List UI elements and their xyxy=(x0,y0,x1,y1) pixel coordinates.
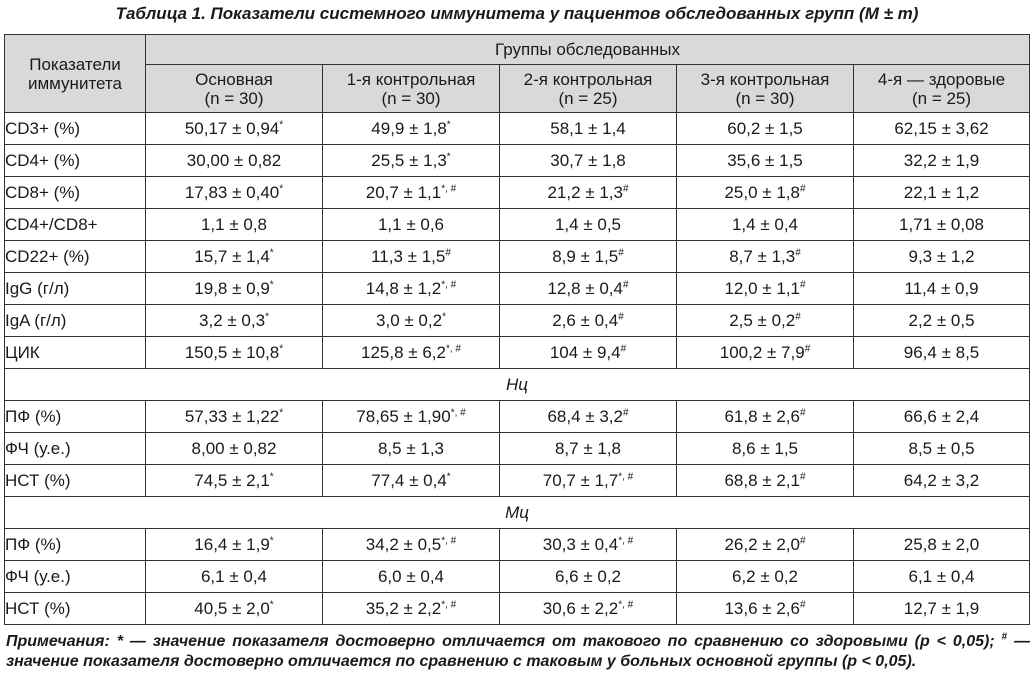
section-title: Нц xyxy=(5,369,1030,401)
value-cell xyxy=(323,401,500,433)
value-cell xyxy=(500,433,677,465)
cell-value: 6,6 ± 0,2 xyxy=(554,567,622,586)
cell-value: 21,2 ± 1,3 xyxy=(547,183,623,202)
value-cell xyxy=(677,529,854,561)
table-row xyxy=(5,305,1030,337)
significance-mark: # xyxy=(618,247,624,259)
table-row xyxy=(5,273,1030,305)
value-cell xyxy=(677,433,854,465)
group-name: 4-я — здоровые xyxy=(877,69,1006,89)
significance-mark: *, # xyxy=(450,407,466,419)
significance-mark: # xyxy=(622,279,629,291)
value-cell xyxy=(323,145,500,177)
group-size: (n = 25) xyxy=(911,88,972,108)
section-title: Мц xyxy=(5,497,1030,529)
value-cell xyxy=(500,593,677,625)
significance-mark: *, # xyxy=(618,599,634,611)
cell-value: 1,71 ± 0,08 xyxy=(899,215,984,234)
group-header xyxy=(146,65,323,113)
cell-value: 2,5 ± 0,2 xyxy=(729,311,796,330)
significance-mark: # xyxy=(795,247,801,259)
value-cell xyxy=(500,305,677,337)
value-cell xyxy=(323,113,500,145)
group-size: (n = 30) xyxy=(735,88,795,108)
value-cell xyxy=(677,177,854,209)
significance-mark: * xyxy=(269,535,274,547)
value-cell xyxy=(146,209,323,241)
significance-mark: # xyxy=(799,535,806,547)
value-cell xyxy=(323,593,500,625)
significance-mark: * xyxy=(446,151,451,163)
value-cell xyxy=(146,177,323,209)
value-cell xyxy=(500,177,677,209)
cell-value: 12,0 ± 1,1 xyxy=(724,279,800,298)
value-cell xyxy=(500,145,677,177)
value-cell xyxy=(677,561,854,593)
cell-value: 25,0 ± 1,8 xyxy=(724,183,800,202)
cell-value: 30,6 ± 2,2 xyxy=(542,599,619,618)
significance-mark: # xyxy=(799,407,806,419)
cell-value: 40,5 ± 2,0 xyxy=(194,599,270,618)
value-cell xyxy=(146,529,323,561)
table-row xyxy=(5,209,1030,241)
cell-value: 8,5 ± 0,5 xyxy=(908,439,975,458)
value-cell xyxy=(677,273,854,305)
cell-value: 68,8 ± 2,1 xyxy=(724,471,800,490)
table-header xyxy=(5,35,1030,113)
cell-value: 8,7 ± 1,8 xyxy=(554,439,622,458)
significance-mark: * xyxy=(279,343,284,355)
cell-value: 74,5 ± 2,1 xyxy=(194,471,270,490)
table-row xyxy=(5,593,1030,625)
table-row xyxy=(5,145,1030,177)
significance-mark: * xyxy=(446,119,451,131)
notes-hash-mark: # xyxy=(1001,631,1008,643)
group-name: 3-я контрольная xyxy=(700,69,830,89)
significance-mark: * xyxy=(269,599,274,611)
indicator-header xyxy=(5,35,146,113)
table-row xyxy=(5,433,1030,465)
cell-value: 49,9 ± 1,8 xyxy=(371,119,447,138)
row-label: CD8+ (%) xyxy=(5,177,146,209)
table-row xyxy=(5,561,1030,593)
cell-value: 64,2 ± 3,2 xyxy=(903,471,980,490)
cell-value: 150,5 ± 10,8 xyxy=(184,343,280,362)
row-label: CD22+ (%) xyxy=(5,241,146,273)
value-cell xyxy=(854,145,1030,177)
significance-mark: # xyxy=(445,247,451,259)
cell-value: 11,4 ± 0,9 xyxy=(904,279,979,298)
significance-mark: *, # xyxy=(618,535,634,547)
value-cell xyxy=(500,337,677,369)
row-label: ЦИК xyxy=(5,337,146,369)
value-cell xyxy=(854,433,1030,465)
section-row xyxy=(5,369,1030,401)
value-cell xyxy=(677,401,854,433)
significance-mark: * xyxy=(279,119,284,131)
significance-mark: * xyxy=(279,407,284,419)
value-cell xyxy=(677,305,854,337)
value-cell xyxy=(677,209,854,241)
group-size: (n = 25) xyxy=(558,88,618,108)
table-row xyxy=(5,401,1030,433)
cell-value: 61,8 ± 2,6 xyxy=(724,407,800,426)
cell-value: 30,3 ± 0,4 xyxy=(542,535,619,554)
significance-mark: # xyxy=(622,183,629,195)
group-size: (n = 30) xyxy=(381,88,441,108)
value-cell xyxy=(323,529,500,561)
value-cell xyxy=(146,561,323,593)
group-header xyxy=(677,65,854,113)
value-cell xyxy=(500,401,677,433)
cell-value: 14,8 ± 1,2 xyxy=(365,279,442,298)
value-cell xyxy=(323,209,500,241)
row-label: IgA (г/л) xyxy=(5,305,146,337)
groups-header: Группы обследованных xyxy=(146,35,1030,65)
value-cell xyxy=(854,561,1030,593)
cell-value: 15,7 ± 1,4 xyxy=(194,247,270,266)
value-cell xyxy=(323,433,500,465)
value-cell xyxy=(323,241,500,273)
group-size: (n = 30) xyxy=(204,88,264,108)
value-cell xyxy=(854,305,1030,337)
value-cell xyxy=(677,593,854,625)
significance-mark: * xyxy=(446,471,451,483)
table-row xyxy=(5,177,1030,209)
cell-value: 12,7 ± 1,9 xyxy=(903,599,980,618)
value-cell xyxy=(323,273,500,305)
table-notes xyxy=(6,632,1030,672)
value-cell xyxy=(854,113,1030,145)
cell-value: 30,00 ± 0,82 xyxy=(186,151,282,170)
significance-mark: * xyxy=(269,247,274,259)
cell-value: 50,17 ± 0,94 xyxy=(184,119,280,138)
cell-value: 8,6 ± 1,5 xyxy=(731,439,799,458)
cell-value: 2,2 ± 0,5 xyxy=(908,311,975,330)
cell-value: 20,7 ± 1,1 xyxy=(365,183,442,202)
cell-value: 100,2 ± 7,9 xyxy=(719,343,805,362)
cell-value: 16,4 ± 1,9 xyxy=(194,535,270,554)
value-cell xyxy=(854,465,1030,497)
value-cell xyxy=(677,145,854,177)
cell-value: 8,9 ± 1,5 xyxy=(552,247,619,266)
group-header xyxy=(323,65,500,113)
cell-value: 22,1 ± 1,2 xyxy=(903,183,980,202)
value-cell xyxy=(854,241,1030,273)
cell-value: 34,2 ± 0,5 xyxy=(365,535,442,554)
significance-mark: *, # xyxy=(441,535,457,547)
cell-value: 11,3 ± 1,5 xyxy=(371,247,446,266)
value-cell xyxy=(677,337,854,369)
table-row xyxy=(5,529,1030,561)
group-name: 2-я контрольная xyxy=(523,69,653,89)
value-cell xyxy=(500,209,677,241)
cell-value: 125,8 ± 6,2 xyxy=(361,343,446,362)
cell-value: 35,2 ± 2,2 xyxy=(365,599,442,618)
cell-value: 6,0 ± 0,4 xyxy=(377,567,445,586)
cell-value: 1,1 ± 0,6 xyxy=(377,215,445,234)
value-cell xyxy=(323,465,500,497)
value-cell xyxy=(146,145,323,177)
row-label: CD4+ (%) xyxy=(5,145,146,177)
significance-mark: * xyxy=(279,183,284,195)
cell-value: 1,4 ± 0,4 xyxy=(731,215,799,234)
value-cell xyxy=(146,465,323,497)
cell-value: 60,2 ± 1,5 xyxy=(727,119,803,138)
cell-value: 3,2 ± 0,3 xyxy=(199,311,266,330)
group-name: Основная xyxy=(195,69,273,89)
significance-mark: # xyxy=(804,343,811,355)
value-cell xyxy=(500,113,677,145)
cell-value: 35,6 ± 1,5 xyxy=(727,151,803,170)
cell-value: 8,00 ± 0,82 xyxy=(191,439,277,458)
notes-text-2: — значение показателя достоверно отличается по сравнению с таковым у больных основной группы (р < 0,05). xyxy=(6,633,1030,670)
value-cell xyxy=(854,209,1030,241)
cell-value: 6,1 ± 0,4 xyxy=(908,567,975,586)
value-cell xyxy=(500,561,677,593)
table-row xyxy=(5,113,1030,145)
significance-mark: *, # xyxy=(441,279,457,291)
significance-mark: *, # xyxy=(441,183,457,195)
row-label: ФЧ (у.е.) xyxy=(5,561,146,593)
cell-value: 25,5 ± 1,3 xyxy=(371,151,447,170)
value-cell xyxy=(146,433,323,465)
value-cell xyxy=(500,465,677,497)
row-label: CD3+ (%) xyxy=(5,113,146,145)
row-label: IgG (г/л) xyxy=(5,273,146,305)
significance-mark: # xyxy=(795,311,801,323)
notes-label: Примечания: xyxy=(6,633,110,650)
cell-value: 26,2 ± 2,0 xyxy=(724,535,800,554)
cell-value: 17,83 ± 0,40 xyxy=(184,183,280,202)
value-cell xyxy=(854,177,1030,209)
value-cell xyxy=(854,273,1030,305)
significance-mark: *, # xyxy=(441,599,457,611)
value-cell xyxy=(854,337,1030,369)
cell-value: 1,1 ± 0,8 xyxy=(200,215,268,234)
cell-value: 6,2 ± 0,2 xyxy=(731,567,799,586)
value-cell xyxy=(146,273,323,305)
value-cell xyxy=(146,401,323,433)
significance-mark: *, # xyxy=(618,471,634,483)
cell-value: 66,6 ± 2,4 xyxy=(903,407,980,426)
row-label: CD4+/CD8+ xyxy=(5,209,146,241)
cell-value: 8,5 ± 1,3 xyxy=(377,439,445,458)
value-cell xyxy=(677,465,854,497)
value-cell xyxy=(854,401,1030,433)
value-cell xyxy=(323,561,500,593)
cell-value: 104 ± 9,4 xyxy=(549,343,621,362)
cell-value: 1,4 ± 0,5 xyxy=(554,215,622,234)
cell-value: 12,8 ± 0,4 xyxy=(547,279,623,298)
cell-value: 32,2 ± 1,9 xyxy=(903,151,980,170)
value-cell xyxy=(146,305,323,337)
value-cell xyxy=(854,529,1030,561)
table-row xyxy=(5,241,1030,273)
value-cell xyxy=(677,241,854,273)
value-cell xyxy=(500,273,677,305)
cell-value: 68,4 ± 3,2 xyxy=(547,407,623,426)
section-row xyxy=(5,497,1030,529)
row-label: НСТ (%) xyxy=(5,593,146,625)
indicator-header-line: иммунитета xyxy=(28,73,122,93)
group-header xyxy=(854,65,1030,113)
significance-mark: * xyxy=(269,279,274,291)
cell-value: 2,6 ± 0,4 xyxy=(552,311,619,330)
value-cell xyxy=(500,529,677,561)
significance-mark: # xyxy=(799,279,806,291)
group-name: 1-я контрольная xyxy=(346,69,476,89)
cell-value: 58,1 ± 1,4 xyxy=(550,119,626,138)
significance-mark: * xyxy=(442,311,446,323)
value-cell xyxy=(323,305,500,337)
significance-mark: # xyxy=(799,471,806,483)
row-label: ПФ (%) xyxy=(5,529,146,561)
significance-mark: # xyxy=(618,311,624,323)
table-row xyxy=(5,337,1030,369)
header-row-top xyxy=(5,35,1030,65)
cell-value: 30,7 ± 1,8 xyxy=(550,151,626,170)
cell-value: 6,1 ± 0,4 xyxy=(200,567,268,586)
cell-value: 57,33 ± 1,22 xyxy=(184,407,280,426)
significance-mark: *, # xyxy=(445,343,461,355)
value-cell xyxy=(677,113,854,145)
value-cell xyxy=(854,593,1030,625)
value-cell xyxy=(323,337,500,369)
significance-mark: * xyxy=(269,471,274,483)
cell-value: 96,4 ± 8,5 xyxy=(903,343,980,362)
significance-mark: * xyxy=(265,311,269,323)
significance-mark: # xyxy=(620,343,627,355)
cell-value: 8,7 ± 1,3 xyxy=(729,247,796,266)
value-cell xyxy=(146,593,323,625)
header-row-groups xyxy=(5,65,1030,113)
indicator-header-line: Показатели xyxy=(29,54,121,74)
notes-text-1: * — значение показателя достоверно отличается от такового по сравнению со здоровыми (р < 0,05); xyxy=(109,633,1002,650)
cell-value: 78,65 ± 1,90 xyxy=(356,407,451,426)
cell-value: 13,6 ± 2,6 xyxy=(724,599,800,618)
row-label: НСТ (%) xyxy=(5,465,146,497)
value-cell xyxy=(146,337,323,369)
significance-mark: # xyxy=(799,183,806,195)
table-row xyxy=(5,465,1030,497)
table-body xyxy=(5,113,1030,625)
cell-value: 62,15 ± 3,62 xyxy=(894,119,989,138)
row-label: ПФ (%) xyxy=(5,401,146,433)
cell-value: 70,7 ± 1,7 xyxy=(542,471,619,490)
row-label: ФЧ (у.е.) xyxy=(5,433,146,465)
cell-value: 25,8 ± 2,0 xyxy=(903,535,980,554)
value-cell xyxy=(146,241,323,273)
group-header xyxy=(500,65,677,113)
table-caption: Таблица 1. Показатели системного иммунитета у пациентов обследованных групп (М ± m) xyxy=(115,4,919,23)
value-cell xyxy=(500,241,677,273)
cell-value: 77,4 ± 0,4 xyxy=(371,471,447,490)
cell-value: 3,0 ± 0,2 xyxy=(376,311,443,330)
significance-mark: # xyxy=(799,599,806,611)
value-cell xyxy=(323,177,500,209)
value-cell xyxy=(146,113,323,145)
immunity-table xyxy=(4,34,1030,625)
cell-value: 9,3 ± 1,2 xyxy=(908,247,975,266)
significance-mark: # xyxy=(622,407,629,419)
cell-value: 19,8 ± 0,9 xyxy=(194,279,270,298)
